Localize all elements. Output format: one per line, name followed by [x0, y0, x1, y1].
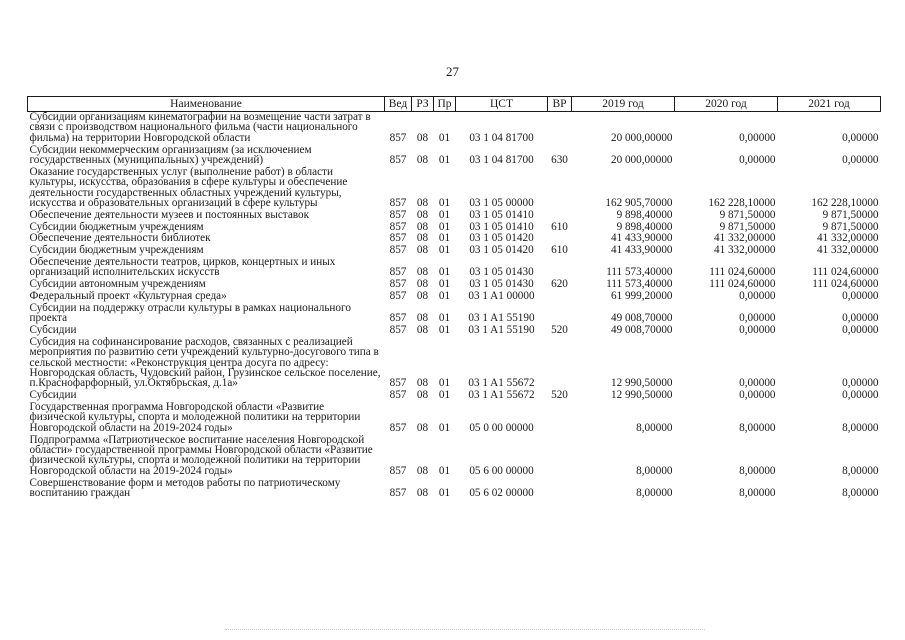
cell-pr: 01: [438, 487, 451, 500]
cell-cst: 03 1 A1 00000: [468, 290, 535, 303]
cell-cst: 03 1 05 01430: [469, 266, 534, 279]
cell-vr: [548, 210, 572, 222]
cell-vr: [548, 478, 572, 500]
cell-ved: 857: [389, 487, 407, 500]
cell-ved: 857: [389, 244, 407, 257]
cell-y2020: 8,00000: [739, 487, 776, 500]
cell-y2021: 9 871,50000: [822, 208, 879, 221]
cell-cst: 03 1 05 01420: [469, 232, 534, 245]
cell-cst: 03 1 04 81700: [469, 154, 534, 167]
cell-y2019: 162 905,70000: [605, 197, 673, 210]
cell-y2019: 111 573,40000: [606, 266, 673, 279]
cell-y2019: 8,00000: [636, 487, 673, 500]
table-row: [28, 145, 881, 167]
table-row: [28, 337, 881, 390]
cell-vr: [548, 435, 572, 478]
cell-name: Субсидия на софинансирование расходов, связанных с реализацией мероприятия по развитию сети учреждений культурно-досугового типа в сельской местности: «Реконструкция центра досуга по адресу: Новгородская область, Чудовский район, Грузинское сельское поселение, п.Краснофарфорный, ул.Октябрьская, д.1а»: [29, 335, 381, 390]
cell-cst: 03 1 A1 55190: [468, 324, 535, 337]
cell-rz: 08: [416, 290, 429, 303]
cell-ved: 857: [389, 266, 407, 279]
cell-cst: 05 0 00 00000: [469, 421, 534, 434]
cell-y2020: 8,00000: [739, 421, 776, 434]
cell-name: Субсидии бюджетным учреждениям: [29, 244, 204, 257]
table-body: [28, 112, 881, 500]
cell-pr: 01: [438, 324, 451, 337]
cell-pr: 01: [438, 131, 451, 144]
cell-y2020: 9 871,50000: [719, 220, 776, 233]
cell-vr: 520: [551, 324, 568, 337]
cell-rz: 08: [416, 324, 429, 337]
cell-y2019: 12 990,50000: [610, 377, 673, 390]
table-row: [28, 112, 881, 145]
cell-cst: 03 1 04 81700: [469, 131, 534, 144]
cell-y2019: 9 898,40000: [616, 208, 673, 221]
cell-y2019: 8,00000: [636, 464, 673, 477]
cell-rz: 08: [416, 197, 429, 210]
cell-pr: 01: [438, 312, 451, 325]
cell-name: Обеспечение деятельности библиотек: [29, 232, 211, 245]
cell-ved: 857: [389, 220, 407, 233]
header-cst: ЦСТ: [456, 97, 548, 112]
cell-pr: 01: [438, 244, 451, 257]
cell-ved: 857: [389, 154, 407, 167]
table-row: [28, 210, 881, 222]
cell-vr: 630: [551, 154, 568, 167]
header-rz: РЗ: [412, 97, 434, 112]
cell-pr: 01: [438, 266, 451, 279]
cell-rz: 08: [416, 464, 429, 477]
cell-ved: 857: [389, 290, 407, 303]
cell-pr: 01: [438, 208, 451, 221]
table-row: [28, 402, 881, 435]
cell-cst: 03 1 A1 55672: [468, 377, 535, 390]
cell-rz: 08: [416, 131, 429, 144]
cell-y2021: 41 332,00000: [816, 232, 879, 245]
cell-cst: 03 1 05 01410: [469, 220, 534, 233]
cell-name: Субсидии на поддержку отрасли культуры в рамках национального проекта: [29, 301, 351, 325]
cell-y2019: 49 008,70000: [610, 324, 673, 337]
cell-pr: 01: [438, 421, 451, 434]
cell-vr: [548, 337, 572, 390]
cell-rz: 08: [416, 244, 429, 257]
cell-y2020: 0,00000: [739, 290, 776, 303]
header-name: Наименование: [28, 97, 385, 112]
cell-y2019: 111 573,40000: [606, 278, 673, 291]
header-2019: 2019 год: [572, 97, 675, 112]
cell-vr: 610: [551, 220, 568, 233]
cell-pr: 01: [438, 290, 451, 303]
cell-vr: [548, 291, 572, 303]
cell-cst: 03 1 05 01410: [469, 208, 534, 221]
cell-y2020: 0,00000: [739, 131, 776, 144]
cell-vr: [548, 303, 572, 325]
cell-y2019: 41 433,90000: [610, 232, 673, 245]
cell-y2020: 41 332,00000: [713, 232, 776, 245]
cell-y2019: 49 008,70000: [610, 312, 673, 325]
cell-y2019: 41 433,90000: [610, 244, 673, 257]
cell-name: Федеральный проект «Культурная среда»: [29, 290, 227, 303]
cell-y2019: 12 990,50000: [610, 389, 673, 402]
cell-cst: 03 1 05 01420: [469, 244, 534, 257]
cell-ved: 857: [389, 131, 407, 144]
cell-y2020: 8,00000: [739, 464, 776, 477]
cell-ved: 857: [389, 312, 407, 325]
cell-pr: 01: [438, 389, 451, 402]
cell-name: Оказание государственных услуг (выполнение работ) в области культуры, искусства, образования в сфере культуры и обеспечение деятельности государственных областных учреждений культуры, искусства и образовательных организаций в сфере культуры: [29, 165, 348, 210]
cell-vr: [548, 402, 572, 435]
cell-pr: 01: [438, 232, 451, 245]
cell-ved: 857: [389, 377, 407, 390]
cell-cst: 03 1 05 01430: [469, 278, 534, 291]
header-vr: ВР: [548, 97, 572, 112]
table-row: [28, 435, 881, 478]
cell-y2019: 61 999,20000: [610, 290, 673, 303]
cell-y2020: 111 024,60000: [709, 278, 776, 291]
cell-pr: 01: [438, 154, 451, 167]
scan-artifact-line: [225, 629, 705, 631]
cell-y2020: 41 332,00000: [713, 244, 776, 257]
cell-cst: 03 1 A1 55672: [468, 389, 535, 402]
table-row: [28, 257, 881, 279]
cell-y2020: 9 871,50000: [719, 208, 776, 221]
cell-rz: 08: [416, 312, 429, 325]
cell-ved: 857: [389, 464, 407, 477]
budget-table: [27, 96, 881, 500]
cell-vr: 620: [551, 278, 568, 291]
cell-ved: 857: [389, 421, 407, 434]
cell-pr: 01: [438, 464, 451, 477]
cell-name: Субсидии некоммерческим организациям (за исключением государственных (муниципальных) учреждений): [29, 143, 312, 167]
cell-y2020: 0,00000: [739, 389, 776, 402]
cell-pr: 01: [438, 220, 451, 233]
cell-ved: 857: [389, 208, 407, 221]
cell-rz: 08: [416, 220, 429, 233]
cell-name: Субсидии: [29, 389, 77, 402]
cell-pr: 01: [438, 377, 451, 390]
cell-name: Обеспечение деятельности музеев и постоянных выставок: [29, 208, 310, 221]
cell-name: Обеспечение деятельности театров, цирков, концертных и иных организаций исполнительских искусств: [29, 256, 336, 279]
cell-y2020: 111 024,60000: [709, 266, 776, 279]
table-header-row: [28, 97, 881, 112]
header-2021: 2021 год: [778, 97, 881, 112]
cell-vr: [548, 112, 572, 145]
cell-vr: 610: [551, 244, 568, 257]
cell-y2019: 9 898,40000: [616, 220, 673, 233]
cell-y2021: 162 228,10000: [811, 197, 879, 210]
cell-ved: 857: [389, 278, 407, 291]
cell-name: Субсидии: [29, 324, 77, 337]
header-ved: Вед: [385, 97, 412, 112]
cell-rz: 08: [416, 377, 429, 390]
cell-y2020: 0,00000: [739, 154, 776, 167]
cell-y2021: 111 024,60000: [812, 266, 879, 279]
cell-y2021: 0,00000: [842, 154, 879, 167]
cell-y2021: 0,00000: [842, 131, 879, 144]
cell-rz: 08: [416, 232, 429, 245]
cell-y2021: 0,00000: [842, 290, 879, 303]
cell-rz: 08: [416, 389, 429, 402]
cell-name: Субсидии организациям кинематографии на возмещение части затрат в связи с производством национального фильма (части национального фильма) на территории Новгородской области: [29, 111, 371, 144]
cell-y2019: 8,00000: [636, 421, 673, 434]
cell-y2021: 111 024,60000: [812, 278, 879, 291]
cell-y2021: 0,00000: [842, 377, 879, 390]
header-2020: 2020 год: [675, 97, 778, 112]
table-row: [28, 478, 881, 500]
cell-pr: 01: [438, 278, 451, 291]
cell-y2021: 41 332,00000: [816, 244, 879, 257]
cell-rz: 08: [416, 208, 429, 221]
cell-name: Государственная программа Новгородской области «Развитие физической культуры, спорта и молодежной политики на территории Новгородской области на 2019-2024 годы»: [29, 401, 361, 434]
table-row: [28, 303, 881, 325]
cell-vr: [548, 257, 572, 279]
cell-rz: 08: [416, 266, 429, 279]
cell-y2021: 8,00000: [842, 487, 879, 500]
cell-pr: 01: [438, 197, 451, 210]
cell-y2020: 0,00000: [739, 312, 776, 325]
cell-y2020: 0,00000: [739, 377, 776, 390]
page-number: 27: [446, 64, 459, 79]
cell-cst: 03 1 A1 55190: [468, 312, 535, 325]
cell-rz: 08: [416, 154, 429, 167]
header-pr: Пр: [434, 97, 456, 112]
cell-rz: 08: [416, 421, 429, 434]
cell-y2019: 20 000,00000: [610, 154, 673, 167]
cell-cst: 05 6 00 00000: [469, 464, 534, 477]
cell-ved: 857: [389, 232, 407, 245]
cell-cst: 05 6 02 00000: [469, 487, 534, 500]
cell-ved: 857: [389, 389, 407, 402]
cell-cst: 03 1 05 00000: [469, 197, 534, 210]
cell-y2021: 0,00000: [842, 324, 879, 337]
cell-y2020: 162 228,10000: [708, 197, 776, 210]
cell-y2021: 8,00000: [842, 464, 879, 477]
table-row: [28, 167, 881, 210]
cell-vr: 520: [551, 389, 568, 402]
cell-y2019: 20 000,00000: [610, 131, 673, 144]
cell-name: Совершенствование форм и методов работы по патриотическому воспитанию граждан: [29, 476, 341, 500]
cell-y2020: 0,00000: [739, 324, 776, 337]
cell-ved: 857: [389, 197, 407, 210]
cell-y2021: 9 871,50000: [822, 220, 879, 233]
cell-y2021: 0,00000: [842, 389, 879, 402]
cell-name: Субсидии бюджетным учреждениям: [29, 220, 204, 233]
cell-y2021: 8,00000: [842, 421, 879, 434]
cell-rz: 08: [416, 278, 429, 291]
cell-name: Подпрограмма «Патриотическое воспитание населения Новгородской области» государственной программы Новгородской области «Развитие физической культуры, спорта и молодежной политики на территории Новгородской области на 2019-2024 годы»: [29, 433, 373, 477]
cell-name: Субсидии автономным учреждениям: [29, 278, 206, 291]
cell-y2021: 0,00000: [842, 312, 879, 325]
cell-ved: 857: [389, 324, 407, 337]
cell-rz: 08: [416, 487, 429, 500]
cell-vr: [548, 167, 572, 210]
